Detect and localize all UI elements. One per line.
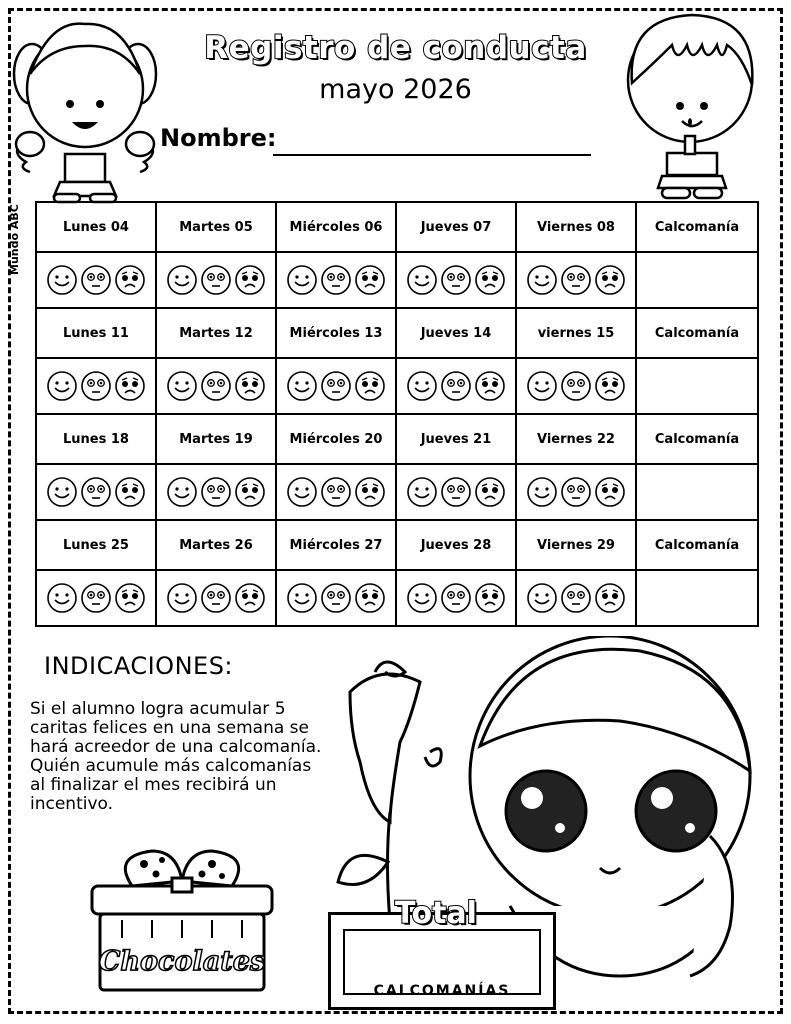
sad-face-icon[interactable] [474, 476, 506, 508]
neutral-face-icon[interactable] [440, 370, 472, 402]
faces-cell [396, 570, 516, 626]
neutral-face-icon[interactable] [560, 476, 592, 508]
chocolates-label: Chocolates [98, 946, 266, 977]
happy-face-icon[interactable] [286, 582, 318, 614]
happy-face-icon[interactable] [406, 264, 438, 296]
day-label: Viernes 08 [516, 202, 636, 252]
sad-face-icon[interactable] [354, 582, 386, 614]
faces-cell [396, 252, 516, 308]
instructions-title: INDICACIONES: [44, 652, 234, 680]
faces-cell [36, 358, 156, 414]
happy-face-icon[interactable] [406, 476, 438, 508]
sad-face-icon[interactable] [354, 264, 386, 296]
neutral-face-icon[interactable] [200, 370, 232, 402]
week-header-row [36, 202, 758, 252]
happy-face-icon[interactable] [286, 264, 318, 296]
neutral-face-icon[interactable] [560, 264, 592, 296]
week-faces-row [36, 252, 758, 308]
sad-face-icon[interactable] [114, 264, 146, 296]
faces-cell [156, 358, 276, 414]
neutral-face-icon[interactable] [560, 370, 592, 402]
neutral-face-icon[interactable] [80, 370, 112, 402]
sticker-label: Calcomanía [636, 414, 758, 464]
sticker-cell[interactable] [636, 570, 758, 626]
day-label: Miércoles 13 [276, 308, 396, 358]
sticker-label: Calcomanía [636, 520, 758, 570]
faces-cell [396, 358, 516, 414]
happy-face-icon[interactable] [286, 370, 318, 402]
sad-face-icon[interactable] [114, 476, 146, 508]
neutral-face-icon[interactable] [440, 264, 472, 296]
total-label: Total [395, 896, 477, 931]
conduct-table [35, 201, 759, 627]
sticker-label: Calcomanía [636, 308, 758, 358]
day-label: Miércoles 20 [276, 414, 396, 464]
week-faces-row [36, 570, 758, 626]
sad-face-icon[interactable] [474, 370, 506, 402]
day-label: Miércoles 06 [276, 202, 396, 252]
rose-illustration [330, 652, 450, 922]
neutral-face-icon[interactable] [80, 582, 112, 614]
neutral-face-icon[interactable] [440, 582, 472, 614]
neutral-face-icon[interactable] [200, 264, 232, 296]
sad-face-icon[interactable] [114, 582, 146, 614]
neutral-face-icon[interactable] [200, 582, 232, 614]
faces-cell [396, 464, 516, 520]
neutral-face-icon[interactable] [80, 476, 112, 508]
happy-face-icon[interactable] [166, 264, 198, 296]
sad-face-icon[interactable] [594, 582, 626, 614]
neutral-face-icon[interactable] [560, 582, 592, 614]
happy-face-icon[interactable] [166, 476, 198, 508]
neutral-face-icon[interactable] [200, 476, 232, 508]
week-faces-row [36, 358, 758, 414]
happy-face-icon[interactable] [166, 582, 198, 614]
happy-face-icon[interactable] [526, 370, 558, 402]
neutral-face-icon[interactable] [320, 370, 352, 402]
happy-face-icon[interactable] [526, 264, 558, 296]
day-label: Jueves 07 [396, 202, 516, 252]
neutral-face-icon[interactable] [440, 476, 472, 508]
sad-face-icon[interactable] [474, 582, 506, 614]
name-field[interactable] [273, 154, 591, 156]
faces-cell [276, 252, 396, 308]
day-label: Lunes 18 [36, 414, 156, 464]
happy-face-icon[interactable] [526, 476, 558, 508]
happy-face-icon[interactable] [406, 370, 438, 402]
week-header-row [36, 308, 758, 358]
neutral-face-icon[interactable] [80, 264, 112, 296]
week-header-row [36, 520, 758, 570]
faces-cell [516, 252, 636, 308]
week-faces-row [36, 464, 758, 520]
sad-face-icon[interactable] [354, 476, 386, 508]
faces-cell [156, 252, 276, 308]
happy-face-icon[interactable] [46, 264, 78, 296]
happy-face-icon[interactable] [526, 582, 558, 614]
day-label: Lunes 11 [36, 308, 156, 358]
faces-cell [516, 358, 636, 414]
sad-face-icon[interactable] [594, 370, 626, 402]
sad-face-icon[interactable] [354, 370, 386, 402]
sad-face-icon[interactable] [114, 370, 146, 402]
total-unit: CALCOMANÍAS [373, 983, 511, 999]
sad-face-icon[interactable] [474, 264, 506, 296]
name-label: Nombre: [160, 124, 277, 152]
faces-cell [156, 570, 276, 626]
sticker-cell[interactable] [636, 464, 758, 520]
day-label: Jueves 28 [396, 520, 516, 570]
chocolate-box-illustration [82, 838, 282, 998]
day-label: Viernes 29 [516, 520, 636, 570]
sad-face-icon[interactable] [234, 476, 266, 508]
neutral-face-icon[interactable] [320, 264, 352, 296]
happy-face-icon[interactable] [46, 370, 78, 402]
day-label: Jueves 21 [396, 414, 516, 464]
faces-cell [36, 252, 156, 308]
faces-cell [276, 358, 396, 414]
day-label: viernes 15 [516, 308, 636, 358]
sticker-cell[interactable] [636, 252, 758, 308]
happy-face-icon[interactable] [166, 370, 198, 402]
sad-face-icon[interactable] [234, 370, 266, 402]
happy-face-icon[interactable] [406, 582, 438, 614]
day-label: Martes 12 [156, 308, 276, 358]
sad-face-icon[interactable] [234, 264, 266, 296]
neutral-face-icon[interactable] [320, 476, 352, 508]
week-header-row [36, 414, 758, 464]
day-label: Martes 05 [156, 202, 276, 252]
sad-face-icon[interactable] [594, 476, 626, 508]
sad-face-icon[interactable] [594, 264, 626, 296]
happy-face-icon[interactable] [46, 476, 78, 508]
faces-cell [156, 464, 276, 520]
faces-cell [516, 570, 636, 626]
page-subtitle: mayo 2026 [319, 74, 472, 105]
neutral-face-icon[interactable] [320, 582, 352, 614]
day-label: Viernes 22 [516, 414, 636, 464]
side-credit: Mundo ABC [8, 204, 21, 275]
faces-cell [276, 570, 396, 626]
sticker-cell[interactable] [636, 358, 758, 414]
day-label: Miércoles 27 [276, 520, 396, 570]
day-label: Lunes 04 [36, 202, 156, 252]
sticker-label: Calcomanía [636, 202, 758, 252]
faces-cell [276, 464, 396, 520]
day-label: Martes 26 [156, 520, 276, 570]
faces-cell [36, 570, 156, 626]
day-label: Martes 19 [156, 414, 276, 464]
page-title: Registro de conducta [204, 30, 587, 66]
happy-face-icon[interactable] [286, 476, 318, 508]
faces-cell [36, 464, 156, 520]
happy-face-icon[interactable] [46, 582, 78, 614]
day-label: Jueves 14 [396, 308, 516, 358]
day-label: Lunes 25 [36, 520, 156, 570]
sad-face-icon[interactable] [234, 582, 266, 614]
faces-cell [516, 464, 636, 520]
instructions-text: Si el alumno logra acumular 5 caritas felices en una semana se hará acreedor de una calcomanía. Quién acumule más calcomanías al finalizar el mes recibirá un incentivo. [30, 699, 322, 814]
